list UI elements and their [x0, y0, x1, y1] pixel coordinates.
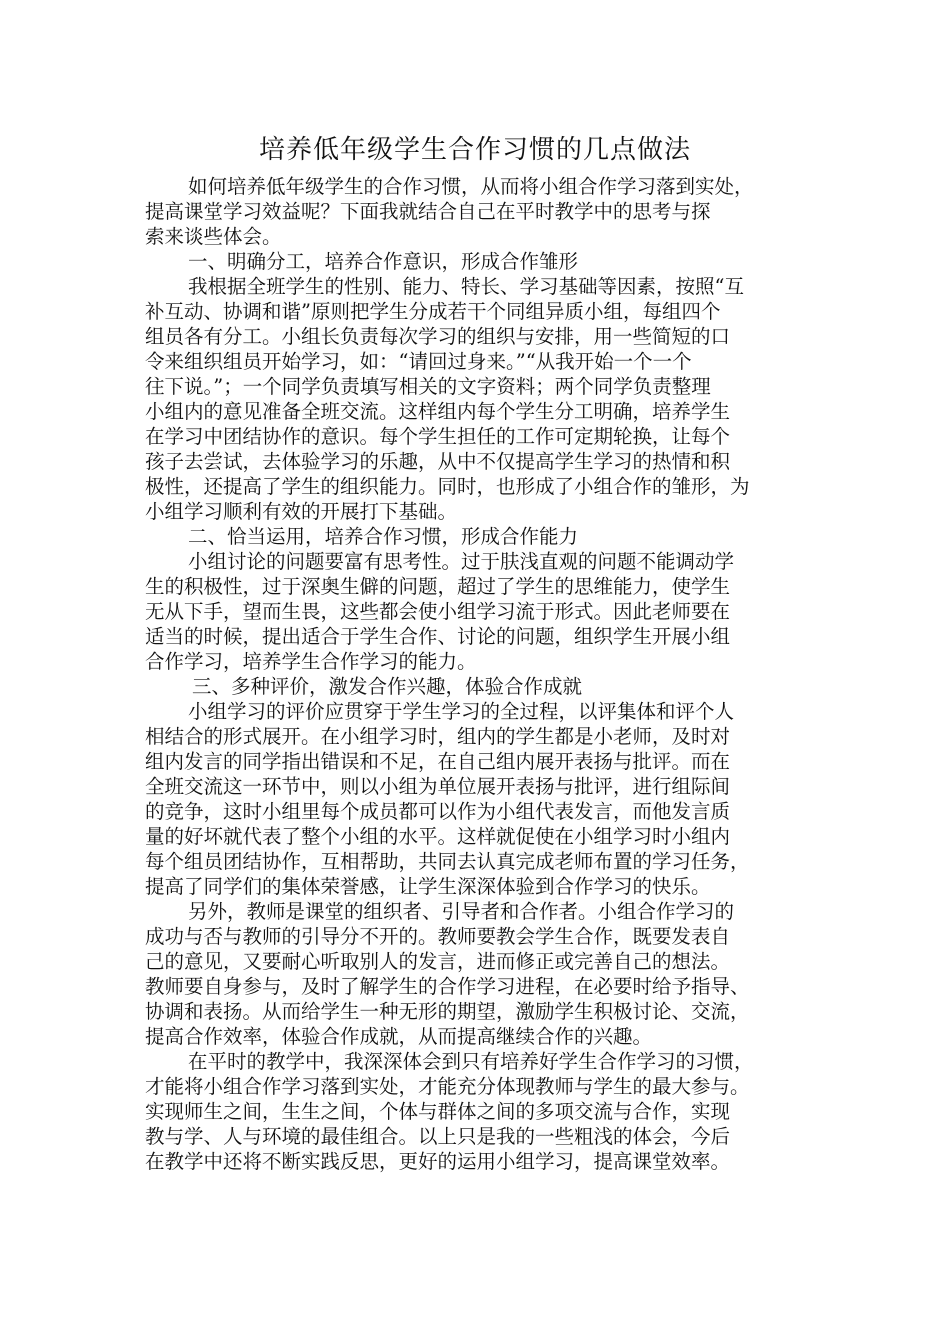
section-heading-3: 三、多种评价，激发合作兴趣，体验合作成就 — [192, 675, 583, 698]
body-line: 极性，还提高了学生的组织能力。同时，也形成了小组合作的雏形，为 — [145, 475, 750, 498]
body-line: 我根据全班学生的性别、能力、特长、学习基础等因素，按照“互 — [188, 275, 744, 298]
body-line: 补互动、协调和谐”原则把学生分成若干个同组异质小组，每组四个 — [145, 300, 721, 323]
body-line: 相结合的形式展开。在小组学习时，组内的学生都是小老师，及时对 — [145, 725, 731, 748]
body-line: 另外，教师是课堂的组织者、引导者和合作者。小组合作学习的 — [188, 900, 735, 923]
body-line: 索来谈些体会。 — [145, 225, 282, 248]
body-line: 如何培养低年级学生的合作习惯，从而将小组合作学习落到实处， — [188, 175, 754, 198]
body-line: 适当的时候，提出适合于学生合作、讨论的问题，组织学生开展小组 — [145, 625, 731, 648]
body-line: 在教学中还将不断实践反思，更好的运用小组学习，提高课堂效率。 — [145, 1150, 731, 1173]
body-line: 在学习中团结协作的意识。每个学生担任的工作可定期轮换，让每个 — [145, 425, 731, 448]
body-line: 在平时的教学中，我深深体会到只有培养好学生合作学习的习惯， — [188, 1050, 754, 1073]
body-line: 每个组员团结协作，互相帮助，共同去认真完成老师布置的学习任务， — [145, 850, 750, 873]
body-line: 往下说。”；一个同学负责填写相关的文字资料；两个同学负责整理 — [145, 375, 711, 398]
body-line: 合作学习，培养学生合作学习的能力。 — [145, 650, 477, 673]
body-line: 令来组织组员开始学习，如：“请回过身来。”“从我开始一个一个 — [145, 350, 692, 373]
body-line: 协调和表扬。从而给学生一种无形的期望，激励学生积极讨论、交流， — [145, 1000, 750, 1023]
body-line: 组内发言的同学指出错误和不足，在自己组内展开表扬与批评。而在 — [145, 750, 731, 773]
body-line: 量的好坏就代表了整个小组的水平。这样就促使在小组学习时小组内 — [145, 825, 731, 848]
section-heading-2: 二、恰当运用，培养合作习惯，形成合作能力 — [188, 525, 579, 548]
document-body — [145, 174, 825, 1174]
body-line: 己的意见，又要耐心听取别人的发言，进而修正或完善自己的想法。 — [145, 950, 731, 973]
body-line: 生的积极性，过于深奥生僻的问题，超过了学生的思维能力，使学生 — [145, 575, 731, 598]
body-line: 无从下手，望而生畏，这些都会使小组学习流于形式。因此老师要在 — [145, 600, 731, 623]
body-line: 小组讨论的问题要富有思考性。过于肤浅直观的问题不能调动学 — [188, 550, 735, 573]
body-line: 小组学习的评价应贯穿于学生学习的全过程，以评集体和评个人 — [188, 700, 735, 723]
body-line: 提高合作效率，体验合作成就，从而提高继续合作的兴趣。 — [145, 1025, 653, 1048]
body-line: 孩子去尝试，去体验学习的乐趣，从中不仅提高学生学习的热情和积 — [145, 450, 731, 473]
body-line: 小组学习顺利有效的开展打下基础。 — [145, 500, 458, 523]
body-line: 提高课堂学习效益呢？下面我就结合自己在平时教学中的思考与探 — [145, 200, 711, 223]
body-line: 的竞争，这时小组里每个成员都可以作为小组代表发言，而他发言质 — [145, 800, 731, 823]
body-line: 实现师生之间，生生之间，个体与群体之间的多项交流与合作，实现 — [145, 1100, 731, 1123]
body-line: 小组内的意见准备全班交流。这样组内每个学生分工明确，培养学生 — [145, 400, 731, 423]
body-line: 教与学、人与环境的最佳组合。以上只是我的一些粗浅的体会，今后 — [145, 1125, 731, 1148]
document-title: 培养低年级学生合作习惯的几点做法 — [258, 135, 691, 165]
body-line: 成功与否与教师的引导分不开的。教师要教会学生合作，既要发表自 — [145, 925, 731, 948]
body-line: 提高了同学们的集体荣誉感，让学生深深体验到合作学习的快乐。 — [145, 875, 711, 898]
section-heading-1: 一、明确分工，培养合作意识，形成合作雏形 — [188, 250, 579, 273]
body-line: 教师要自身参与，及时了解学生的合作学习进程，在必要时给予指导、 — [145, 975, 750, 998]
body-line: 全班交流这一环节中，则以小组为单位展开表扬与批评，进行组际间 — [145, 775, 731, 798]
body-line: 才能将小组合作学习落到实处，才能充分体现教师与学生的最大参与。 — [145, 1075, 750, 1098]
body-line: 组员各有分工。小组长负责每次学习的组织与安排，用一些简短的口 — [145, 325, 731, 348]
